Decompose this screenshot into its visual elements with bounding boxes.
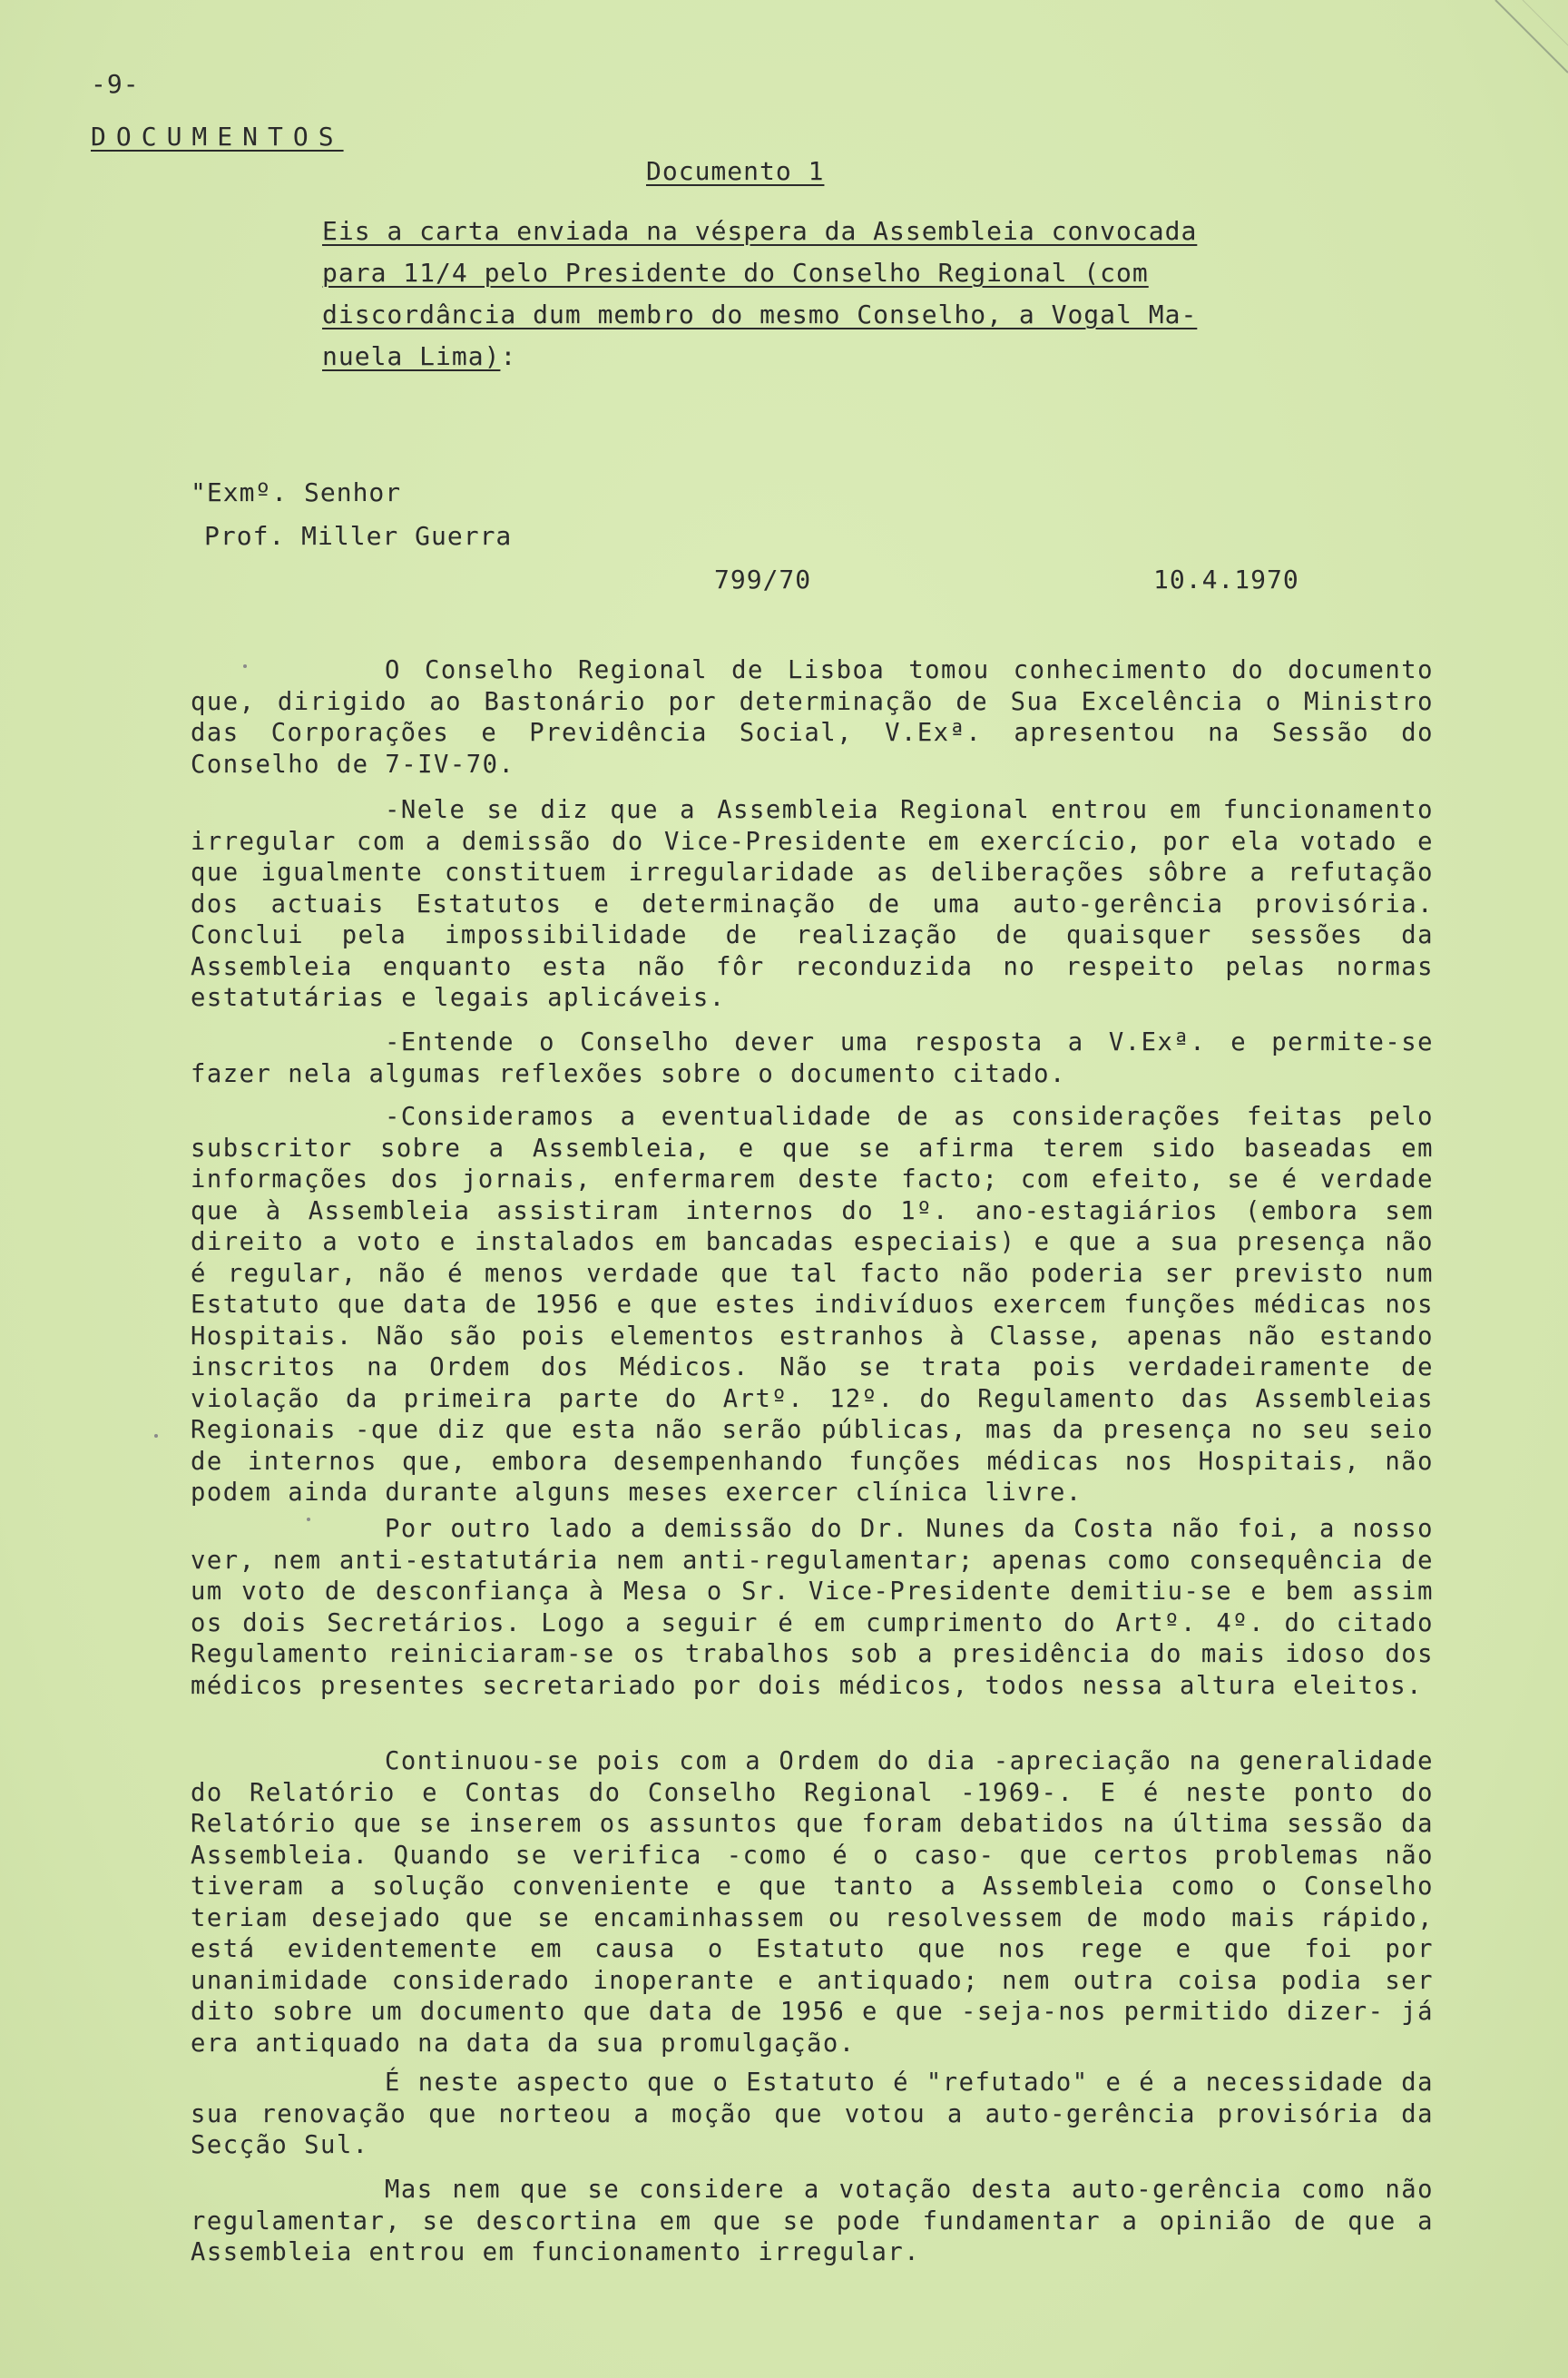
intro-line: Eis a carta enviada na véspera da Assembleia convocada — [322, 216, 1198, 246]
corner-fold-mark — [1486, 0, 1568, 82]
paper-speck — [154, 1434, 158, 1438]
addressee: Prof. Miller Guerra — [204, 521, 513, 551]
section-heading: DOCUMENTOS — [91, 122, 344, 152]
reference-number: 799/70 — [714, 565, 812, 594]
paragraph: O Conselho Regional de Lisboa tomou conhecimento do documento que, dirigido ao Bastonário por determinação de Sua Excelência o Ministro das Corporações e Previdência Social, V.Exª. apresentou na Sessão do Conselho de 7-IV-70. — [191, 656, 1434, 779]
page-number: -9- — [91, 69, 140, 99]
paper-speck — [307, 1518, 310, 1521]
paragraph: É neste aspecto que o Estatuto é "refutado" e é a necessidade da sua renovação que norteou a moção que votou a auto-gerência provisória da Secção Sul. — [191, 2068, 1434, 2159]
paragraph: -Entende o Conselho dever uma resposta a V.Exª. e permite-se fazer nela algumas reflexões sobre o documento citado. — [191, 1028, 1434, 1088]
document-title: Documento 1 — [646, 156, 825, 186]
paragraph: Mas nem que se considere a votação desta auto-gerência como não regulamentar, se descortina em que se pode fundamentar a opinião de que a Assembleia entrou em funcionamento irregular. — [191, 2176, 1434, 2266]
salutation: "Exmº. Senhor — [191, 477, 402, 507]
paragraph: -Consideramos a eventualidade de as considerações feitas pelo subscritor sobre a Assembleia, e que se afirma terem sido baseadas em informações dos jornais, enfermarem deste facto; com efeito, se é verdade que à Assembleia assistiram internos do 1º. ano-estagiários (embora sem direito a voto e instalados em bancadas especiais) e que a sua presença não é regular, não é menos verdade que tal facto não poderia ser previsto num Estatuto que data de 1956 e que estes indivíduos exercem funções médicas nos Hospitais. Não são pois elementos estranhos à Classe, apenas não estando inscritos na Ordem dos Médicos. Não se trata pois verdadeiramente de violação da primeira parte do Artº. 12º. do Regulamento das Assembleias Regionais -que diz que esta não serão públicas, mas da presença no seu seio de internos que, embora desempenhando funções médicas nos Hospitais, não podem ainda durante alguns meses exercer clínica livre. — [191, 1103, 1434, 1507]
intro-line: nuela Lima): — [322, 341, 517, 371]
paragraph: Por outro lado a demissão do Dr. Nunes da Costa não foi, a nosso ver, nem anti-estatutária nem anti-regulamentar; apenas como consequência de um voto de desconfiança à Mesa o Sr. Vice-Presidente demitiu-se e bem assim os dois Secretários. Logo a seguir é em cumprimento do Artº. 4º. do citado Regulamento reiniciaram-se os trabalhos sob a presidência do mais idoso dos médicos presentes secretariado por dois médicos, todos nessa altura eleitos. — [191, 1515, 1434, 1700]
intro-block — [322, 211, 1220, 378]
paragraph: Continuou-se pois com a Ordem do dia -apreciação na generalidade do Relatório e Contas do Conselho Regional -1969-. E é neste ponto do Relatório que se inserem os assuntos que foram debatidos na última sessão da Assembleia. Quando se verifica -como é o caso- que certos problemas não tiveram a solução conveniente e que tanto a Assembleia como o Conselho teriam desejado que se encaminhassem ou resolvessem de modo mais rápido, está evidentemente em causa o Estatuto que nos rege e que foi por unanimidade considerado inoperante e antiquado; nem outra coisa podia ser dito sobre um documento que data de 1956 e que -seja-nos permitido dizer- já era antiquado na data da sua promulgação. — [191, 1747, 1434, 2058]
intro-line: para 11/4 pelo Presidente do Conselho Regional (com — [322, 258, 1149, 288]
paragraph: -Nele se diz que a Assembleia Regional entrou em funcionamento irregular com a demissão do Vice-Presidente em exercício, por ela votado e que igualmente constituem irregularidade as deliberações sôbre a refutação dos actuais Estatutos e determinação de uma auto-gerência provisória. Conclui pela impossibilidade de realização de quaisquer sessões da Assembleia enquanto esta não fôr reconduzida no respeito pelas normas estatutárias e legais aplicáveis. — [191, 796, 1434, 1012]
intro-line: discordância dum membro do mesmo Conselho, a Vogal Ma- — [322, 300, 1198, 329]
letter-date: 10.4.1970 — [1153, 565, 1299, 594]
paper-speck — [243, 664, 247, 668]
